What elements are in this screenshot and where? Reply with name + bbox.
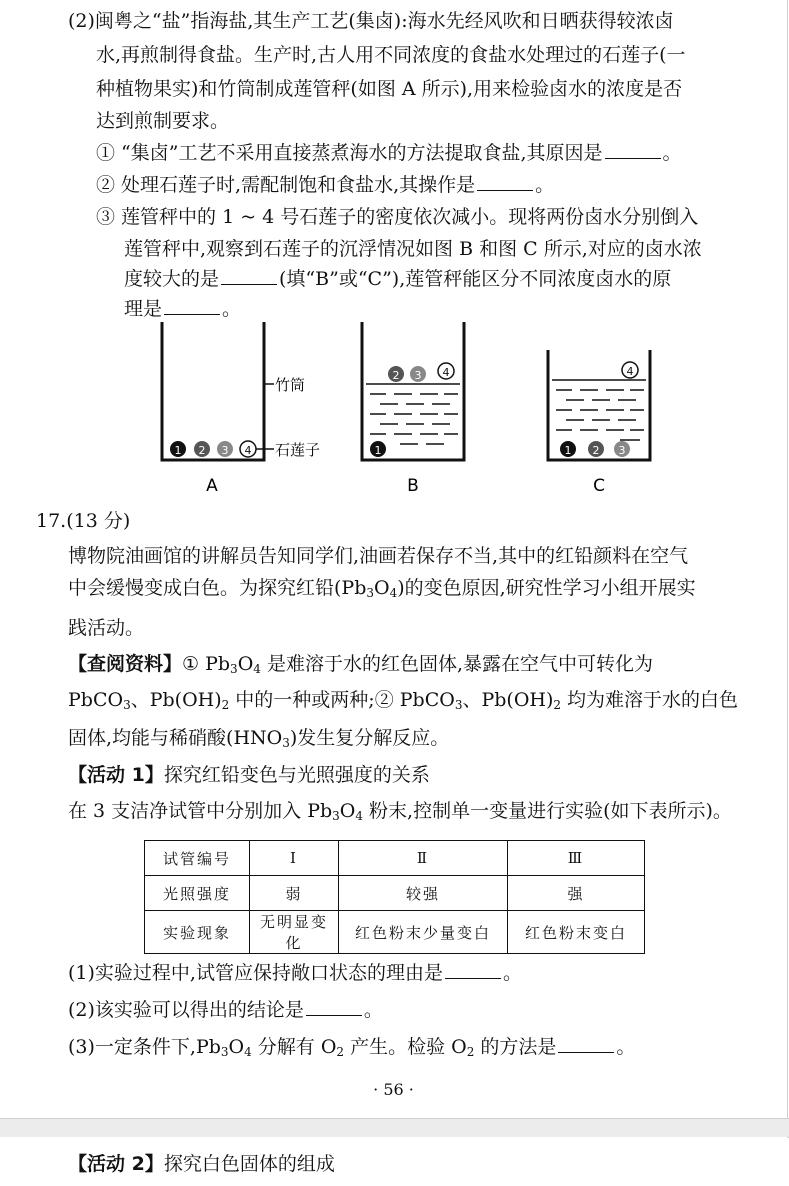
table-cell: Ⅱ bbox=[339, 841, 508, 876]
activity1-desc: 在 3 支洁净试管中分别加入 $Pb_3O_4$ 粉末,控制单一变量进行实验(如下表所示)。 bbox=[68, 800, 732, 823]
experiment-table bbox=[144, 840, 645, 954]
tube-c bbox=[548, 350, 650, 496]
q17-sub3: (3)一定条件下$,Pb_3O_4$ 分解有 $O_2$ 产生。检验 $O_2$ 的方法是 。 bbox=[68, 1036, 636, 1059]
label-tube: 竹筒 bbox=[275, 376, 306, 394]
svg-text:3: 3 bbox=[221, 444, 229, 457]
caption-c: C bbox=[593, 476, 605, 496]
lotus-tube-figure bbox=[150, 318, 670, 503]
svg-text:1: 1 bbox=[374, 444, 382, 457]
q16-line2: 水,再煎制得食盐。生产时,古人用不同浓度的食盐水处理过的石莲子(一 bbox=[96, 44, 686, 66]
reference-line1: 【查阅资料】① $Pb_3O_4$ 是难溶于水的红色固体,暴露在空气中可转化为 bbox=[68, 653, 653, 676]
answer-blank[interactable] bbox=[306, 997, 362, 1016]
q16-item3-line4: 理是 。 bbox=[124, 298, 242, 320]
caption-a: A bbox=[206, 476, 218, 496]
table-row bbox=[145, 876, 645, 911]
table-header-row bbox=[145, 841, 645, 876]
q17-intro-line2: 中会缓慢变成白色。为探究红铅$(Pb_3O_4)$的变色原因,研究性学习小组开展实 bbox=[68, 577, 696, 600]
q16-item3-line1: ③ 莲管秤中的 1 ~ 4 号石莲子的密度依次减小。现将两份卤水分别倒入 bbox=[96, 206, 699, 228]
seed-2 bbox=[588, 441, 604, 457]
q16-item2: ② 处理石莲子时,需配制饱和食盐水,其操作是 。 bbox=[96, 174, 555, 196]
table-cell: Ⅰ bbox=[250, 841, 339, 876]
q17-header: 17.(13 分) bbox=[36, 510, 131, 532]
svg-text:1: 1 bbox=[564, 444, 572, 457]
q17-sub1: (1)实验过程中,试管应保持敞口状态的理由是 。 bbox=[68, 962, 522, 984]
q16-item3-line3: 度较大的是 (填“B”或“C”),莲管秤能区分不同浓度卤水的原 bbox=[124, 268, 672, 290]
reference-line2: PbCO$_3$、$Pb(OH)_2$ 中的一种或两种;② PbCO$_3$、$Pb(OH)_2$ 均为难溶于水的白色 bbox=[68, 689, 739, 712]
label-seed: 石莲子 bbox=[275, 441, 321, 459]
table-cell: 光照强度 bbox=[145, 876, 250, 911]
answer-blank[interactable] bbox=[164, 296, 220, 315]
table-cell: 红色粉末变白 bbox=[508, 911, 645, 954]
svg-text:2: 2 bbox=[198, 444, 206, 457]
tube-b bbox=[362, 322, 464, 496]
q16-item3-line2: 莲管秤中,观察到石莲子的沉浮情况如图 B 和图 C 所示,对应的卤水浓 bbox=[124, 238, 702, 260]
q16-line3: 种植物果实)和竹筒制成莲管秤(如图 A 所示),用来检验卤水的浓度是否 bbox=[96, 78, 683, 100]
answer-blank[interactable] bbox=[605, 140, 661, 159]
table-cell: 试管编号 bbox=[145, 841, 250, 876]
svg-text:4: 4 bbox=[244, 444, 252, 457]
activity1-title: 【活动 1】探究红铅变色与光照强度的关系 bbox=[68, 764, 430, 786]
tube-a bbox=[162, 322, 320, 496]
svg-text:2: 2 bbox=[392, 369, 400, 382]
table-row bbox=[145, 911, 645, 954]
activity2-title: 【活动 2】探究白色固体的组成 bbox=[68, 1153, 335, 1175]
seed-3 bbox=[217, 441, 233, 457]
seed-4 bbox=[438, 363, 454, 379]
seed-1 bbox=[560, 441, 576, 457]
page-number: · 56 · bbox=[373, 1080, 414, 1099]
caption-b: B bbox=[407, 476, 419, 496]
next-page bbox=[0, 1137, 787, 1186]
svg-text:3: 3 bbox=[618, 444, 626, 457]
seed-3 bbox=[614, 441, 630, 457]
seed-2 bbox=[194, 441, 210, 457]
table-cell: 强 bbox=[508, 876, 645, 911]
svg-text:3: 3 bbox=[414, 369, 422, 382]
svg-text:1: 1 bbox=[174, 444, 182, 457]
seed-1 bbox=[370, 441, 386, 457]
q16-line4: 达到煎制要求。 bbox=[96, 110, 230, 132]
answer-blank[interactable] bbox=[445, 960, 501, 979]
q17-intro-line1: 博物院油画馆的讲解员告知同学们,油画若保存不当,其中的红铅颜料在空气 bbox=[68, 545, 689, 567]
activity2-tag: 【活动 2】 bbox=[68, 1153, 164, 1175]
q16-line1: (2)闽粤之“盐”指海盐,其生产工艺(集卤):海水先经风吹和日晒获得较浓卤 bbox=[68, 10, 674, 32]
svg-text:2: 2 bbox=[592, 444, 600, 457]
reference-line3: 固体,均能与稀硝酸$(HNO_3)$发生复分解反应。 bbox=[68, 727, 450, 750]
page-separator bbox=[0, 1118, 789, 1138]
reference-tag: 【查阅资料】 bbox=[68, 653, 183, 675]
table-cell: 较强 bbox=[339, 876, 508, 911]
answer-blank[interactable] bbox=[221, 266, 277, 285]
answer-blank[interactable] bbox=[558, 1034, 614, 1053]
svg-text:4: 4 bbox=[626, 365, 634, 378]
q17-sub2: (2)该实验可以得出的结论是 。 bbox=[68, 999, 383, 1021]
table-cell: 无明显变化 bbox=[250, 911, 339, 954]
seed-3 bbox=[410, 366, 426, 382]
table-cell: 红色粉末少量变白 bbox=[339, 911, 508, 954]
svg-text:4: 4 bbox=[442, 366, 450, 379]
table-cell: 实验现象 bbox=[145, 911, 250, 954]
table-cell: Ⅲ bbox=[508, 841, 645, 876]
seed-1 bbox=[170, 441, 186, 457]
q16-item1: ① “集卤”工艺不采用直接蒸煮海水的方法提取食盐,其原因是 。 bbox=[96, 142, 682, 164]
table-cell: 弱 bbox=[250, 876, 339, 911]
seed-4 bbox=[240, 441, 256, 457]
q17-intro-line3: 践活动。 bbox=[68, 617, 145, 639]
activity1-tag: 【活动 1】 bbox=[68, 764, 164, 786]
seed-2 bbox=[388, 366, 404, 382]
answer-blank[interactable] bbox=[477, 172, 533, 191]
seed-4 bbox=[622, 362, 638, 378]
